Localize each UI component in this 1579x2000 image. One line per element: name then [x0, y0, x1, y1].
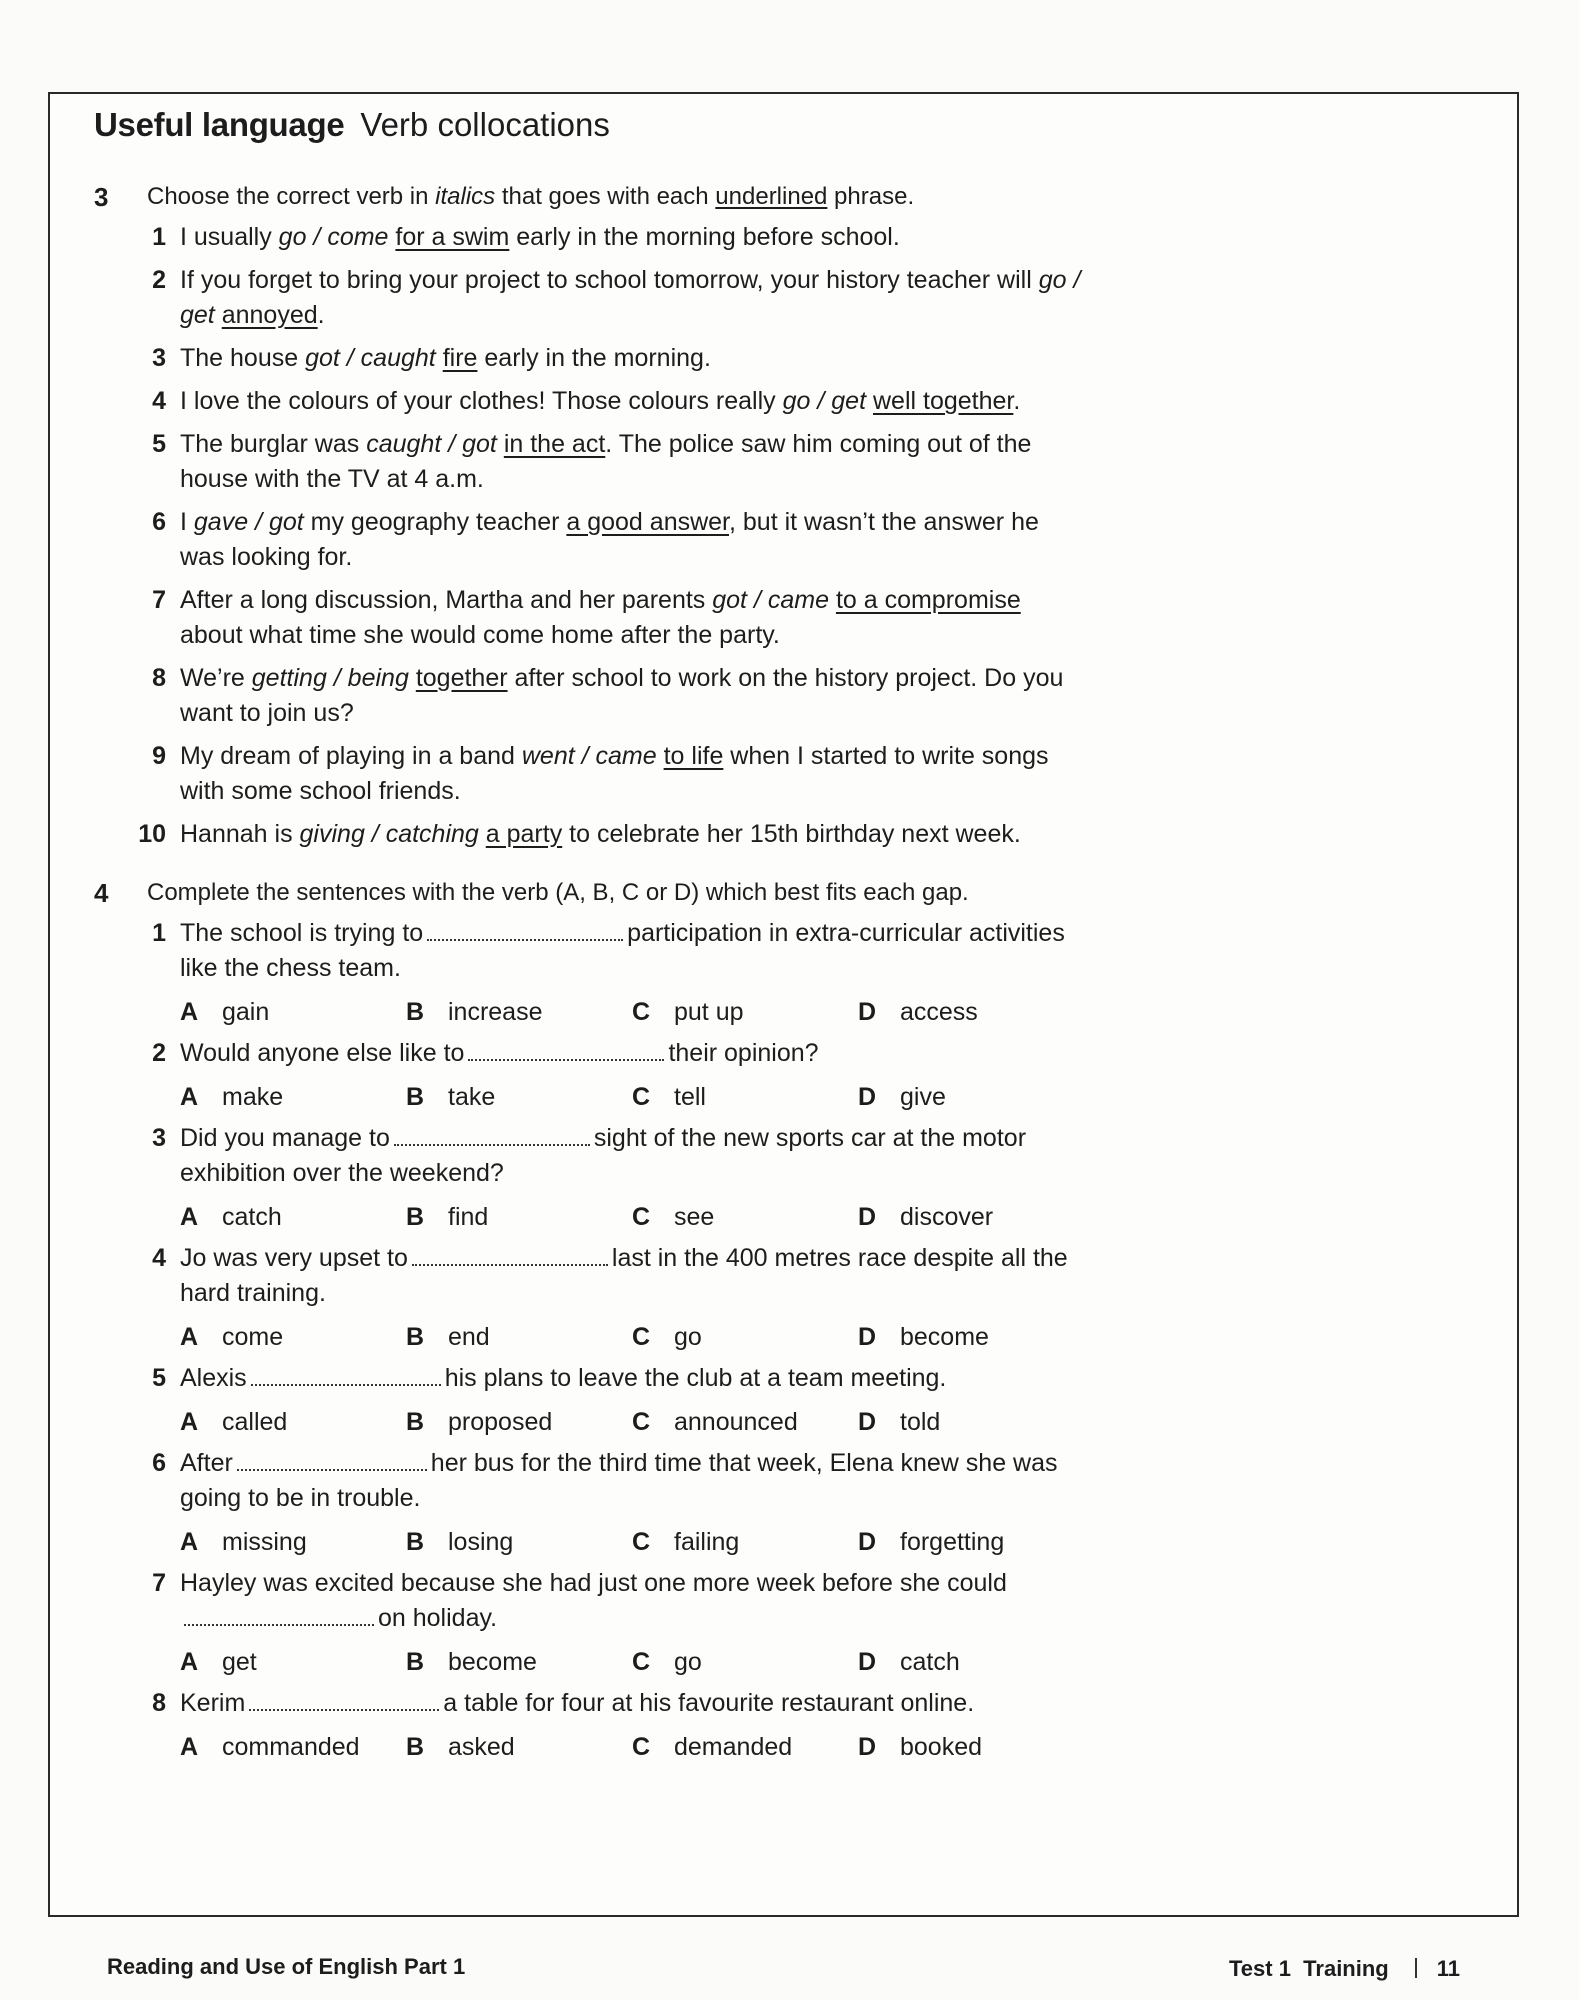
- answer-options: [180, 994, 1084, 1030]
- option-d: [858, 1199, 1084, 1235]
- answer-options: [180, 1079, 1084, 1115]
- option-letter: C: [632, 1203, 651, 1231]
- option-letter: A: [180, 1528, 199, 1556]
- question-text: [180, 220, 1084, 255]
- option-letter: D: [858, 1733, 877, 1761]
- option-c: [632, 1404, 858, 1440]
- option-word: become: [900, 1323, 989, 1351]
- sentence-before-gap: Kerim: [180, 1689, 246, 1717]
- sentence-text: [866, 387, 873, 415]
- option-a: [180, 1199, 406, 1235]
- option-c: [632, 1199, 858, 1235]
- option-word: called: [222, 1408, 288, 1436]
- option-letter: A: [180, 1408, 199, 1436]
- question-item: [130, 505, 1084, 575]
- option-word: discover: [900, 1203, 994, 1231]
- option-letter: C: [632, 1733, 651, 1761]
- answer-gap: [249, 1691, 439, 1711]
- option-b: [406, 1524, 632, 1560]
- option-letter: D: [858, 1648, 877, 1676]
- option-letter: B: [406, 1528, 425, 1556]
- verb-choice: went / came: [521, 742, 657, 770]
- question-text: [180, 1241, 1084, 1311]
- option-word: gain: [222, 998, 270, 1026]
- option-b: [406, 1319, 632, 1355]
- question-number: 8: [152, 664, 166, 692]
- answer-options: [180, 1319, 1084, 1355]
- question-text: [180, 583, 1084, 653]
- option-word: booked: [900, 1733, 983, 1761]
- sentence-before-gap: Alexis: [180, 1364, 247, 1392]
- verb-choice: giving / catching: [299, 820, 479, 848]
- answer-options: [180, 1199, 1084, 1235]
- sentence-text: [215, 301, 222, 329]
- answer-gap: [251, 1366, 441, 1386]
- option-d: [858, 1079, 1084, 1115]
- option-d: [858, 1644, 1084, 1680]
- option-letter: B: [406, 1083, 425, 1111]
- sentence-text: to celebrate her 15th birthday next week.: [562, 820, 1021, 848]
- answer-gap: [468, 1041, 664, 1061]
- question-number: 7: [152, 586, 166, 614]
- question-item: [130, 739, 1084, 809]
- option-b: [406, 994, 632, 1030]
- title-subtitle: Verb collocations: [360, 106, 610, 143]
- sentence-text: I usually: [180, 223, 279, 251]
- option-letter: A: [180, 1083, 199, 1111]
- question-item: [130, 1686, 1084, 1721]
- footer-divider: [1415, 1958, 1417, 1978]
- question-text: [180, 505, 1084, 575]
- option-letter: B: [406, 1648, 425, 1676]
- answer-gap: [237, 1451, 427, 1471]
- question-item: [130, 263, 1084, 333]
- option-word: told: [900, 1408, 941, 1436]
- option-letter: C: [632, 1323, 651, 1351]
- content: [94, 182, 1084, 1791]
- question-text: [180, 817, 1084, 852]
- option-d: [858, 1524, 1084, 1560]
- question-number: 1: [152, 919, 166, 947]
- underlined-phrase: for a swim: [395, 223, 510, 251]
- sentence-before-gap: Would anyone else like to: [180, 1039, 465, 1067]
- option-letter: C: [632, 1648, 651, 1676]
- question-text: [180, 384, 1084, 419]
- question-text: [180, 1036, 1084, 1071]
- option-c: [632, 1729, 858, 1765]
- sentence-text: [436, 344, 443, 372]
- answer-options: [180, 1524, 1084, 1560]
- sentence-before-gap: Did you manage to: [180, 1124, 390, 1152]
- verb-choice: go / get: [782, 387, 867, 415]
- question-item: [130, 661, 1084, 731]
- question-text: [180, 1566, 1084, 1636]
- question-number: 2: [152, 1039, 166, 1067]
- sentence-after-gap: her bus for the third time that week, Elena knew she was going to be in trouble.: [180, 1449, 1058, 1512]
- section-3-instruction: [147, 182, 1084, 212]
- option-word: failing: [674, 1528, 740, 1556]
- instr-italic: italics: [435, 183, 496, 210]
- option-d: [858, 1729, 1084, 1765]
- option-word: demanded: [674, 1733, 793, 1761]
- option-letter: C: [632, 1083, 651, 1111]
- title-bold: Useful language: [94, 106, 345, 143]
- option-letter: B: [406, 998, 425, 1026]
- option-word: catch: [222, 1203, 282, 1231]
- answer-gap: [427, 921, 623, 941]
- option-a: [180, 1524, 406, 1560]
- section-number: 3: [94, 182, 109, 212]
- answer-options: [180, 1729, 1084, 1765]
- question-text: [180, 1686, 1084, 1721]
- question-text: [180, 263, 1084, 333]
- footer-test-label: Test 1 Training: [1229, 1956, 1389, 1981]
- option-a: [180, 1079, 406, 1115]
- sentence-text: [657, 742, 664, 770]
- sentence-before-gap: Hayley was excited because she had just one more week before she could: [180, 1569, 1007, 1597]
- sentence-text: [829, 586, 836, 614]
- option-d: [858, 1404, 1084, 1440]
- option-letter: C: [632, 1528, 651, 1556]
- option-letter: A: [180, 998, 199, 1026]
- sentence-after-gap: last in the 400 metres race despite all the hard training.: [180, 1244, 1068, 1307]
- option-word: commanded: [222, 1733, 360, 1761]
- instr-text: Choose the correct verb in: [147, 183, 436, 210]
- option-letter: A: [180, 1648, 199, 1676]
- option-letter: D: [858, 1203, 877, 1231]
- question-item: [130, 1241, 1084, 1311]
- question-number: 3: [152, 344, 166, 372]
- option-word: access: [900, 998, 978, 1026]
- question-item: [130, 583, 1084, 653]
- sentence-text: early in the morning before school.: [509, 223, 900, 251]
- option-word: become: [448, 1648, 537, 1676]
- page-number: 11: [1436, 1956, 1461, 1981]
- section-4-instruction: Complete the sentences with the verb (A, B, C or D) which best fits each gap.: [147, 879, 969, 906]
- footer-right: [1229, 1956, 1460, 1982]
- question-number: 4: [152, 1244, 166, 1272]
- question-number: 7: [152, 1569, 166, 1597]
- section-3: [94, 182, 1084, 852]
- answer-options: [180, 1404, 1084, 1440]
- sentence-text: [479, 820, 486, 848]
- question-item: [130, 1446, 1084, 1516]
- option-c: [632, 1319, 858, 1355]
- option-word: proposed: [448, 1408, 553, 1436]
- sentence-text: [409, 664, 416, 692]
- sentence-text: My dream of playing in a band: [180, 742, 522, 770]
- verb-choice: caught / got: [366, 430, 497, 458]
- instr-text: that goes with each: [495, 183, 716, 210]
- option-word: take: [448, 1083, 496, 1111]
- sentence-before-gap: The school is trying to: [180, 919, 424, 947]
- option-b: [406, 1199, 632, 1235]
- option-word: forgetting: [900, 1528, 1005, 1556]
- underlined-phrase: to a compromise: [835, 586, 1021, 614]
- question-number: 8: [152, 1689, 166, 1717]
- page-title: [94, 106, 610, 144]
- question-item: [130, 220, 1084, 255]
- option-word: see: [674, 1203, 715, 1231]
- option-word: get: [222, 1648, 257, 1676]
- option-word: come: [222, 1323, 284, 1351]
- question-text: [180, 341, 1084, 376]
- sentence-text: when I started to write songs with some school friends.: [180, 742, 1049, 805]
- question-text: [180, 427, 1084, 497]
- instr-text: phrase.: [827, 183, 915, 210]
- option-letter: A: [180, 1733, 199, 1761]
- question-item: [130, 817, 1084, 852]
- question-text: [180, 661, 1084, 731]
- option-letter: D: [858, 1528, 877, 1556]
- verb-choice: gave / got: [193, 508, 304, 536]
- section-4-header: [94, 878, 1084, 908]
- question-number: 5: [152, 1364, 166, 1392]
- sentence-text: my geography teacher: [303, 508, 567, 536]
- sentence-text: .: [317, 301, 325, 329]
- option-letter: D: [858, 998, 877, 1026]
- question-number: 1: [152, 223, 166, 251]
- question-number: 9: [152, 742, 166, 770]
- option-a: [180, 1404, 406, 1440]
- sentence-text: If you forget to bring your project to school tomorrow, your history teacher will: [180, 266, 1039, 294]
- question-item: [130, 1121, 1084, 1191]
- option-letter: B: [406, 1323, 425, 1351]
- sentence-text: Hannah is: [180, 820, 300, 848]
- option-word: missing: [222, 1528, 307, 1556]
- verb-choice: getting / being: [251, 664, 409, 692]
- question-number: 5: [152, 430, 166, 458]
- sentence-after-gap: sight of the new sports car at the motor exhibition over the weekend?: [180, 1124, 1027, 1187]
- option-d: [858, 1319, 1084, 1355]
- answer-gap: [184, 1606, 374, 1626]
- sentence-text: .: [1013, 387, 1021, 415]
- verb-choice: go / get: [180, 266, 1081, 329]
- option-c: [632, 1644, 858, 1680]
- question-text: [180, 1121, 1084, 1191]
- underlined-phrase: to life: [663, 742, 724, 770]
- option-word: go: [674, 1323, 702, 1351]
- underlined-phrase: annoyed: [221, 301, 318, 329]
- option-word: go: [674, 1648, 702, 1676]
- instr-underlined: underlined: [715, 183, 828, 210]
- option-word: catch: [900, 1648, 960, 1676]
- question-text: [180, 1361, 1084, 1396]
- answer-gap: [412, 1246, 608, 1266]
- underlined-phrase: a good answer: [566, 508, 729, 536]
- option-word: increase: [448, 998, 543, 1026]
- question-text: [180, 916, 1084, 986]
- question-item: [130, 1361, 1084, 1396]
- sentence-text: . The police saw him coming out of the house with the TV at 4 a.m.: [180, 430, 1032, 493]
- option-letter: D: [858, 1323, 877, 1351]
- sentence-text: I love the colours of your clothes! Those colours really: [180, 387, 783, 415]
- sentence-before-gap: After: [180, 1449, 233, 1477]
- option-letter: D: [858, 1083, 877, 1111]
- underlined-phrase: together: [415, 664, 508, 692]
- question-number: 3: [152, 1124, 166, 1152]
- option-b: [406, 1404, 632, 1440]
- question-number: 6: [152, 508, 166, 536]
- option-word: put up: [674, 998, 744, 1026]
- underlined-phrase: fire: [442, 344, 478, 372]
- option-a: [180, 994, 406, 1030]
- section-3-header: [94, 182, 1084, 212]
- verb-choice: got / came: [712, 586, 829, 614]
- sentence-after-gap: his plans to leave the club at a team meeting.: [444, 1364, 947, 1392]
- question-number: 4: [152, 387, 166, 415]
- question-item: [130, 341, 1084, 376]
- option-a: [180, 1644, 406, 1680]
- footer-section-label: Reading and Use of English Part 1: [107, 1954, 466, 1979]
- option-word: give: [900, 1083, 946, 1111]
- option-letter: B: [406, 1733, 425, 1761]
- sentence-text: early in the morning.: [477, 344, 711, 372]
- sentence-after-gap: on holiday.: [378, 1604, 498, 1632]
- option-b: [406, 1644, 632, 1680]
- sentence-text: about what time she would come home after the party.: [180, 621, 780, 649]
- question-number: 10: [138, 820, 166, 848]
- sentence-text: The house: [180, 344, 306, 372]
- answer-options: [180, 1644, 1084, 1680]
- sentence-text: The burglar was: [180, 430, 367, 458]
- sentence-after-gap: a table for four at his favourite restaurant online.: [443, 1689, 975, 1717]
- question-item: [130, 427, 1084, 497]
- sentence-before-gap: Jo was very upset to: [180, 1244, 408, 1272]
- option-c: [632, 1524, 858, 1560]
- option-word: tell: [674, 1083, 706, 1111]
- sentence-after-gap: participation in extra-curricular activities like the chess team.: [180, 919, 1065, 982]
- question-text: [180, 739, 1084, 809]
- option-word: asked: [448, 1733, 515, 1761]
- verb-choice: go / come: [278, 223, 389, 251]
- question-item: [130, 916, 1084, 986]
- option-letter: A: [180, 1203, 199, 1231]
- option-word: losing: [448, 1528, 514, 1556]
- underlined-phrase: well together: [872, 387, 1014, 415]
- underlined-phrase: in the act: [503, 430, 606, 458]
- option-letter: C: [632, 998, 651, 1026]
- sentence-after-gap: their opinion?: [668, 1039, 819, 1067]
- sentence-text: I: [180, 508, 194, 536]
- option-word: announced: [674, 1408, 798, 1436]
- option-letter: B: [406, 1203, 425, 1231]
- option-letter: A: [180, 1323, 199, 1351]
- question-number: 2: [152, 266, 166, 294]
- option-b: [406, 1729, 632, 1765]
- question-number: 6: [152, 1449, 166, 1477]
- sentence-text: We’re: [180, 664, 252, 692]
- option-letter: B: [406, 1408, 425, 1436]
- section-4: [94, 878, 1084, 1765]
- section-number: 4: [94, 878, 109, 908]
- option-word: end: [448, 1323, 490, 1351]
- option-word: make: [222, 1083, 284, 1111]
- sentence-text: After a long discussion, Martha and her parents: [180, 586, 713, 614]
- answer-gap: [394, 1126, 590, 1146]
- question-item: [130, 1036, 1084, 1071]
- sentence-text: after school to work on the history project. Do you want to join us?: [180, 664, 1064, 727]
- option-a: [180, 1319, 406, 1355]
- section-3-questions: [94, 220, 1084, 852]
- option-c: [632, 994, 858, 1030]
- option-d: [858, 994, 1084, 1030]
- section-4-questions: [94, 916, 1084, 1765]
- sentence-text: , but it wasn’t the answer he was looking for.: [180, 508, 1039, 571]
- question-text: [180, 1446, 1084, 1516]
- option-letter: D: [858, 1408, 877, 1436]
- option-b: [406, 1079, 632, 1115]
- question-item: [130, 384, 1084, 419]
- underlined-phrase: a party: [485, 820, 563, 848]
- option-a: [180, 1729, 406, 1765]
- option-letter: C: [632, 1408, 651, 1436]
- verb-choice: got / caught: [305, 344, 436, 372]
- sentence-text: [497, 430, 504, 458]
- question-item: [130, 1566, 1084, 1636]
- option-c: [632, 1079, 858, 1115]
- option-word: find: [448, 1203, 489, 1231]
